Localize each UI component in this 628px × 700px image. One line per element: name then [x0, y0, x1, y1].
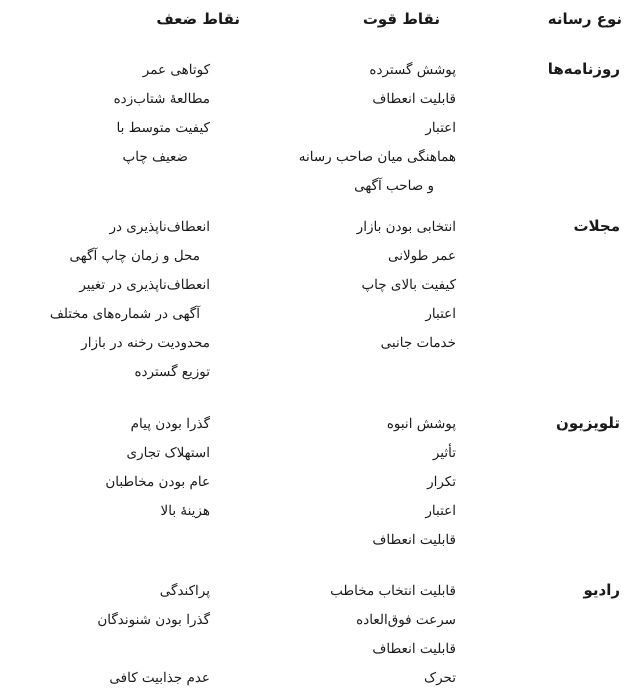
strength-item: هماهنگی میان صاحب رسانه: [298, 149, 456, 165]
weakness-item: ضعیف چاپ: [122, 149, 188, 165]
weakness-item: محل و زمان چاپ آگهی: [69, 248, 200, 264]
weakness-item: هزینهٔ بالا: [160, 503, 210, 519]
weakness-item: کوتاهی عمر: [142, 62, 210, 78]
strength-item: پوشش گسترده: [369, 62, 456, 78]
weakness-item: عدم جذابیت کافی: [109, 670, 210, 686]
weaknesses-radio: [0, 577, 210, 693]
strengths-magazines: [256, 213, 456, 358]
strength-item: و صاحب آگهی: [354, 178, 434, 194]
strength-item: عمر طولانی: [387, 248, 456, 264]
media-television: تلویزیون: [556, 414, 620, 432]
strength-item: کیفیت بالای چاپ: [361, 277, 456, 293]
strength-item: تأثیر: [432, 445, 456, 461]
weakness-item: کیفیت متوسط با: [116, 120, 210, 136]
strengths-television: [256, 410, 456, 555]
strength-item: قابلیت انعطاف: [372, 532, 456, 548]
weakness-item: انعطاف‌ناپذیری در: [109, 219, 210, 235]
weaknesses-television: [0, 410, 210, 526]
weakness-item-empty: [0, 635, 210, 664]
weaknesses-newspapers: [0, 56, 210, 172]
weakness-item: محدودیت رخنه در بازار: [81, 335, 210, 351]
weakness-item: عام بودن مخاطبان: [105, 474, 210, 490]
header-media-type: نوع رسانه: [547, 10, 622, 28]
weaknesses-magazines: [0, 213, 210, 387]
media-radio: رادیو: [583, 581, 620, 599]
strength-item: انتخابی بودن بازار: [356, 219, 456, 235]
weakness-item: انعطاف‌ناپذیری در تغییر: [79, 277, 210, 293]
strength-item: سرعت فوق‌العاده: [356, 612, 456, 628]
strength-item: قابلیت انتخاب مخاطب: [330, 583, 456, 599]
strength-item: اعتبار: [425, 503, 456, 519]
strengths-newspapers: [256, 56, 456, 201]
strength-item: اعتبار: [425, 120, 456, 136]
header-weaknesses: نقاط ضعف: [156, 10, 240, 28]
header-strengths: نقاط قوت: [362, 10, 440, 28]
strength-item: قابلیت انعطاف: [372, 91, 456, 107]
media-newspapers: روزنامه‌ها: [547, 60, 620, 78]
weakness-item: توزیع گسترده: [134, 364, 210, 380]
weakness-item: گذرا بودن شنوندگان: [97, 612, 210, 628]
weakness-item: استهلاک تجاری: [126, 445, 210, 461]
strength-item: خدمات جانبی: [380, 335, 456, 351]
strengths-radio: [256, 577, 456, 693]
strength-item: اعتبار: [425, 306, 456, 322]
weakness-item: مطالعهٔ شتاب‌زده: [113, 91, 210, 107]
weakness-item: پراکندگی: [159, 583, 210, 599]
strength-item: پوشش انبوه: [386, 416, 456, 432]
strength-item: تکرار: [427, 474, 456, 490]
strength-item: تحرک: [423, 670, 456, 686]
weakness-item: گذرا بودن پیام: [130, 416, 210, 432]
weakness-item: آگهی در شماره‌های مختلف: [49, 306, 200, 322]
media-magazines: مجلات: [573, 217, 620, 235]
strength-item: قابلیت انعطاف: [372, 641, 456, 657]
